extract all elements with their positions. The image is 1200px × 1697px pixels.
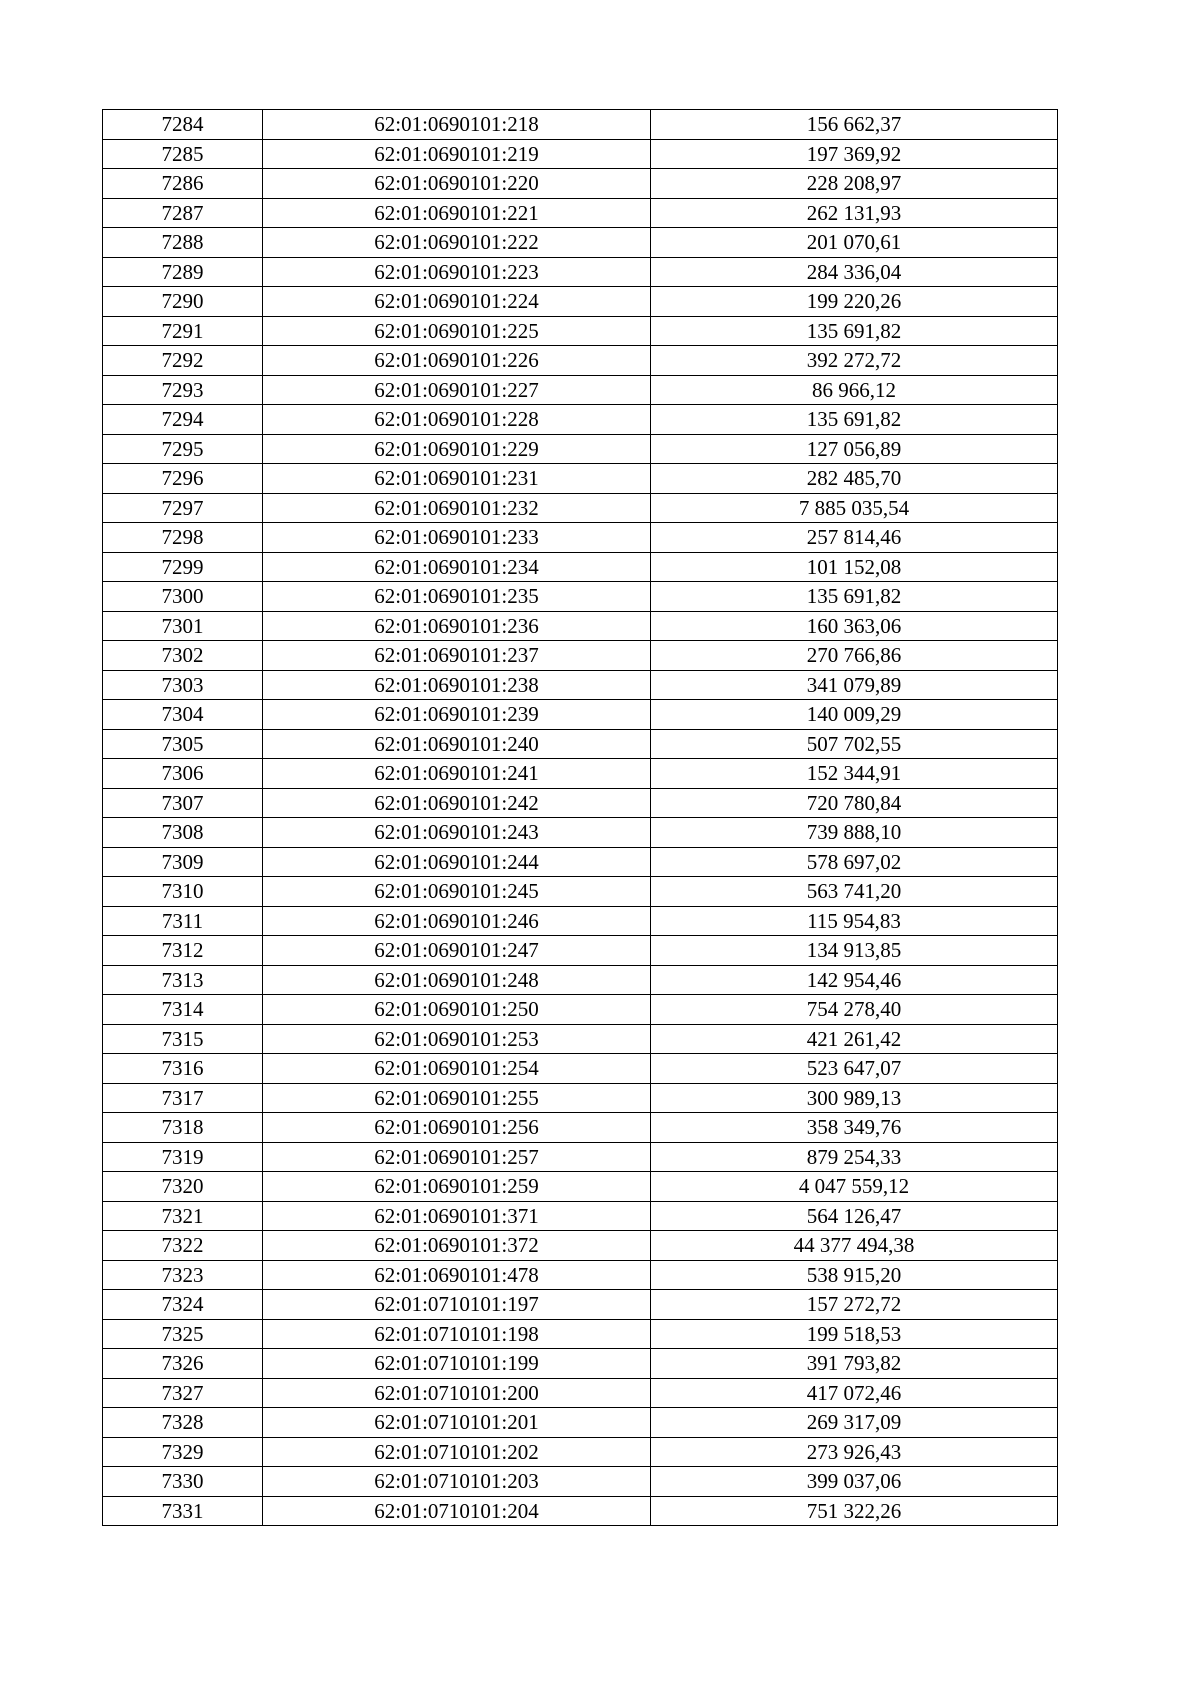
cadastral-number-cell: 62:01:0690101:243 [263,818,651,848]
table-row [103,877,1058,907]
table-row [103,729,1058,759]
row-number-cell: 7306 [103,759,263,789]
row-number-cell: 7318 [103,1113,263,1143]
row-number-cell: 7284 [103,110,263,140]
cadastral-number-cell: 62:01:0690101:253 [263,1024,651,1054]
table-row [103,1231,1058,1261]
table-row [103,1113,1058,1143]
value-cell: 86 966,12 [651,375,1058,405]
value-cell: 201 070,61 [651,228,1058,258]
table-row [103,1142,1058,1172]
row-number-cell: 7289 [103,257,263,287]
table-row [103,493,1058,523]
table-row [103,1467,1058,1497]
value-cell: 199 220,26 [651,287,1058,317]
table-row [103,1378,1058,1408]
row-number-cell: 7323 [103,1260,263,1290]
value-cell: 135 691,82 [651,582,1058,612]
value-cell: 156 662,37 [651,110,1058,140]
cadastral-number-cell: 62:01:0690101:234 [263,552,651,582]
row-number-cell: 7295 [103,434,263,464]
value-cell: 7 885 035,54 [651,493,1058,523]
row-number-cell: 7285 [103,139,263,169]
row-number-cell: 7313 [103,965,263,995]
cadastral-number-cell: 62:01:0690101:255 [263,1083,651,1113]
row-number-cell: 7330 [103,1467,263,1497]
row-number-cell: 7305 [103,729,263,759]
row-number-cell: 7328 [103,1408,263,1438]
cadastral-number-cell: 62:01:0690101:246 [263,906,651,936]
row-number-cell: 7327 [103,1378,263,1408]
value-cell: 399 037,06 [651,1467,1058,1497]
table-row [103,1496,1058,1526]
cadastral-number-cell: 62:01:0690101:222 [263,228,651,258]
cadastral-number-cell: 62:01:0690101:257 [263,1142,651,1172]
value-cell: 273 926,43 [651,1437,1058,1467]
cadastral-number-cell: 62:01:0690101:232 [263,493,651,523]
value-cell: 140 009,29 [651,700,1058,730]
row-number-cell: 7324 [103,1290,263,1320]
table-row [103,257,1058,287]
value-cell: 392 272,72 [651,346,1058,376]
cadastral-number-cell: 62:01:0690101:221 [263,198,651,228]
row-number-cell: 7326 [103,1349,263,1379]
row-number-cell: 7303 [103,670,263,700]
table-row [103,670,1058,700]
value-cell: 44 377 494,38 [651,1231,1058,1261]
table-row [103,228,1058,258]
row-number-cell: 7287 [103,198,263,228]
value-cell: 228 208,97 [651,169,1058,199]
value-cell: 134 913,85 [651,936,1058,966]
row-number-cell: 7319 [103,1142,263,1172]
row-number-cell: 7316 [103,1054,263,1084]
cadastral-number-cell: 62:01:0690101:248 [263,965,651,995]
row-number-cell: 7301 [103,611,263,641]
value-cell: 262 131,93 [651,198,1058,228]
cadastral-number-cell: 62:01:0690101:218 [263,110,651,140]
table-row [103,1201,1058,1231]
cadastral-number-cell: 62:01:0690101:242 [263,788,651,818]
cadastral-number-cell: 62:01:0710101:203 [263,1467,651,1497]
cadastral-number-cell: 62:01:0710101:200 [263,1378,651,1408]
row-number-cell: 7296 [103,464,263,494]
value-cell: 523 647,07 [651,1054,1058,1084]
cadastral-number-cell: 62:01:0690101:478 [263,1260,651,1290]
value-cell: 879 254,33 [651,1142,1058,1172]
table-row [103,375,1058,405]
value-cell: 538 915,20 [651,1260,1058,1290]
value-cell: 152 344,91 [651,759,1058,789]
cadastral-number-cell: 62:01:0690101:223 [263,257,651,287]
cadastral-number-cell: 62:01:0690101:233 [263,523,651,553]
table-row [103,198,1058,228]
value-cell: 751 322,26 [651,1496,1058,1526]
cadastral-number-cell: 62:01:0690101:244 [263,847,651,877]
table-row [103,759,1058,789]
row-number-cell: 7286 [103,169,263,199]
cadastral-number-cell: 62:01:0690101:259 [263,1172,651,1202]
cadastral-number-cell: 62:01:0690101:226 [263,346,651,376]
value-cell: 578 697,02 [651,847,1058,877]
table-row [103,582,1058,612]
table-row [103,139,1058,169]
row-number-cell: 7308 [103,818,263,848]
value-cell: 101 152,08 [651,552,1058,582]
row-number-cell: 7299 [103,552,263,582]
row-number-cell: 7292 [103,346,263,376]
table-row [103,847,1058,877]
value-cell: 300 989,13 [651,1083,1058,1113]
cadastral-number-cell: 62:01:0690101:227 [263,375,651,405]
value-cell: 199 518,53 [651,1319,1058,1349]
row-number-cell: 7298 [103,523,263,553]
row-number-cell: 7329 [103,1437,263,1467]
table-row [103,405,1058,435]
cadastral-number-cell: 62:01:0690101:247 [263,936,651,966]
cadastral-number-cell: 62:01:0690101:254 [263,1054,651,1084]
value-cell: 564 126,47 [651,1201,1058,1231]
value-cell: 391 793,82 [651,1349,1058,1379]
row-number-cell: 7314 [103,995,263,1025]
value-cell: 135 691,82 [651,316,1058,346]
cadastral-number-cell: 62:01:0690101:241 [263,759,651,789]
cadastral-number-cell: 62:01:0690101:236 [263,611,651,641]
row-number-cell: 7312 [103,936,263,966]
cadastral-number-cell: 62:01:0690101:225 [263,316,651,346]
cadastral-number-cell: 62:01:0690101:250 [263,995,651,1025]
value-cell: 135 691,82 [651,405,1058,435]
value-cell: 754 278,40 [651,995,1058,1025]
table-row [103,552,1058,582]
table-row [103,995,1058,1025]
cadastral-number-cell: 62:01:0710101:197 [263,1290,651,1320]
table-row [103,611,1058,641]
cadastral-number-cell: 62:01:0710101:202 [263,1437,651,1467]
table-row [103,965,1058,995]
table-row [103,906,1058,936]
table-row [103,1319,1058,1349]
row-number-cell: 7304 [103,700,263,730]
value-cell: 127 056,89 [651,434,1058,464]
value-cell: 421 261,42 [651,1024,1058,1054]
table-body [103,110,1058,1526]
row-number-cell: 7307 [103,788,263,818]
row-number-cell: 7311 [103,906,263,936]
table-row [103,346,1058,376]
row-number-cell: 7294 [103,405,263,435]
table-row [103,788,1058,818]
cadastral-number-cell: 62:01:0690101:231 [263,464,651,494]
row-number-cell: 7322 [103,1231,263,1261]
table-row [103,287,1058,317]
table-row [103,316,1058,346]
row-number-cell: 7317 [103,1083,263,1113]
table-row [103,523,1058,553]
value-cell: 157 272,72 [651,1290,1058,1320]
table-row [103,1024,1058,1054]
row-number-cell: 7331 [103,1496,263,1526]
cadastral-number-cell: 62:01:0710101:198 [263,1319,651,1349]
cadastral-number-cell: 62:01:0710101:201 [263,1408,651,1438]
row-number-cell: 7290 [103,287,263,317]
value-cell: 507 702,55 [651,729,1058,759]
value-cell: 358 349,76 [651,1113,1058,1143]
row-number-cell: 7325 [103,1319,263,1349]
row-number-cell: 7297 [103,493,263,523]
cadastral-number-cell: 62:01:0710101:204 [263,1496,651,1526]
cadastral-number-cell: 62:01:0690101:220 [263,169,651,199]
value-cell: 160 363,06 [651,611,1058,641]
row-number-cell: 7320 [103,1172,263,1202]
table-row [103,1408,1058,1438]
cadastral-number-cell: 62:01:0690101:228 [263,405,651,435]
cadastral-number-cell: 62:01:0690101:224 [263,287,651,317]
table-row [103,464,1058,494]
row-number-cell: 7291 [103,316,263,346]
cadastral-number-cell: 62:01:0690101:240 [263,729,651,759]
table-row [103,1349,1058,1379]
cadastral-value-table [102,109,1058,1526]
cadastral-number-cell: 62:01:0690101:219 [263,139,651,169]
value-cell: 739 888,10 [651,818,1058,848]
row-number-cell: 7302 [103,641,263,671]
value-cell: 197 369,92 [651,139,1058,169]
value-cell: 284 336,04 [651,257,1058,287]
table-row [103,169,1058,199]
table-row [103,1290,1058,1320]
table-row [103,818,1058,848]
cadastral-number-cell: 62:01:0690101:238 [263,670,651,700]
table-row [103,1083,1058,1113]
table-row [103,110,1058,140]
table-row [103,700,1058,730]
value-cell: 341 079,89 [651,670,1058,700]
value-cell: 282 485,70 [651,464,1058,494]
cadastral-number-cell: 62:01:0690101:235 [263,582,651,612]
table-row [103,1260,1058,1290]
row-number-cell: 7310 [103,877,263,907]
table-row [103,434,1058,464]
value-cell: 115 954,83 [651,906,1058,936]
cadastral-number-cell: 62:01:0690101:245 [263,877,651,907]
value-cell: 257 814,46 [651,523,1058,553]
row-number-cell: 7309 [103,847,263,877]
value-cell: 417 072,46 [651,1378,1058,1408]
table-row [103,1054,1058,1084]
table-row [103,641,1058,671]
row-number-cell: 7300 [103,582,263,612]
table-row [103,1172,1058,1202]
cadastral-number-cell: 62:01:0690101:372 [263,1231,651,1261]
row-number-cell: 7315 [103,1024,263,1054]
table-row [103,1437,1058,1467]
value-cell: 563 741,20 [651,877,1058,907]
row-number-cell: 7293 [103,375,263,405]
cadastral-number-cell: 62:01:0690101:229 [263,434,651,464]
cadastral-number-cell: 62:01:0690101:239 [263,700,651,730]
row-number-cell: 7321 [103,1201,263,1231]
cadastral-number-cell: 62:01:0690101:371 [263,1201,651,1231]
value-cell: 720 780,84 [651,788,1058,818]
row-number-cell: 7288 [103,228,263,258]
value-cell: 269 317,09 [651,1408,1058,1438]
value-cell: 142 954,46 [651,965,1058,995]
cadastral-number-cell: 62:01:0690101:256 [263,1113,651,1143]
value-cell: 270 766,86 [651,641,1058,671]
cadastral-number-cell: 62:01:0690101:237 [263,641,651,671]
cadastral-number-cell: 62:01:0710101:199 [263,1349,651,1379]
table-row [103,936,1058,966]
value-cell: 4 047 559,12 [651,1172,1058,1202]
